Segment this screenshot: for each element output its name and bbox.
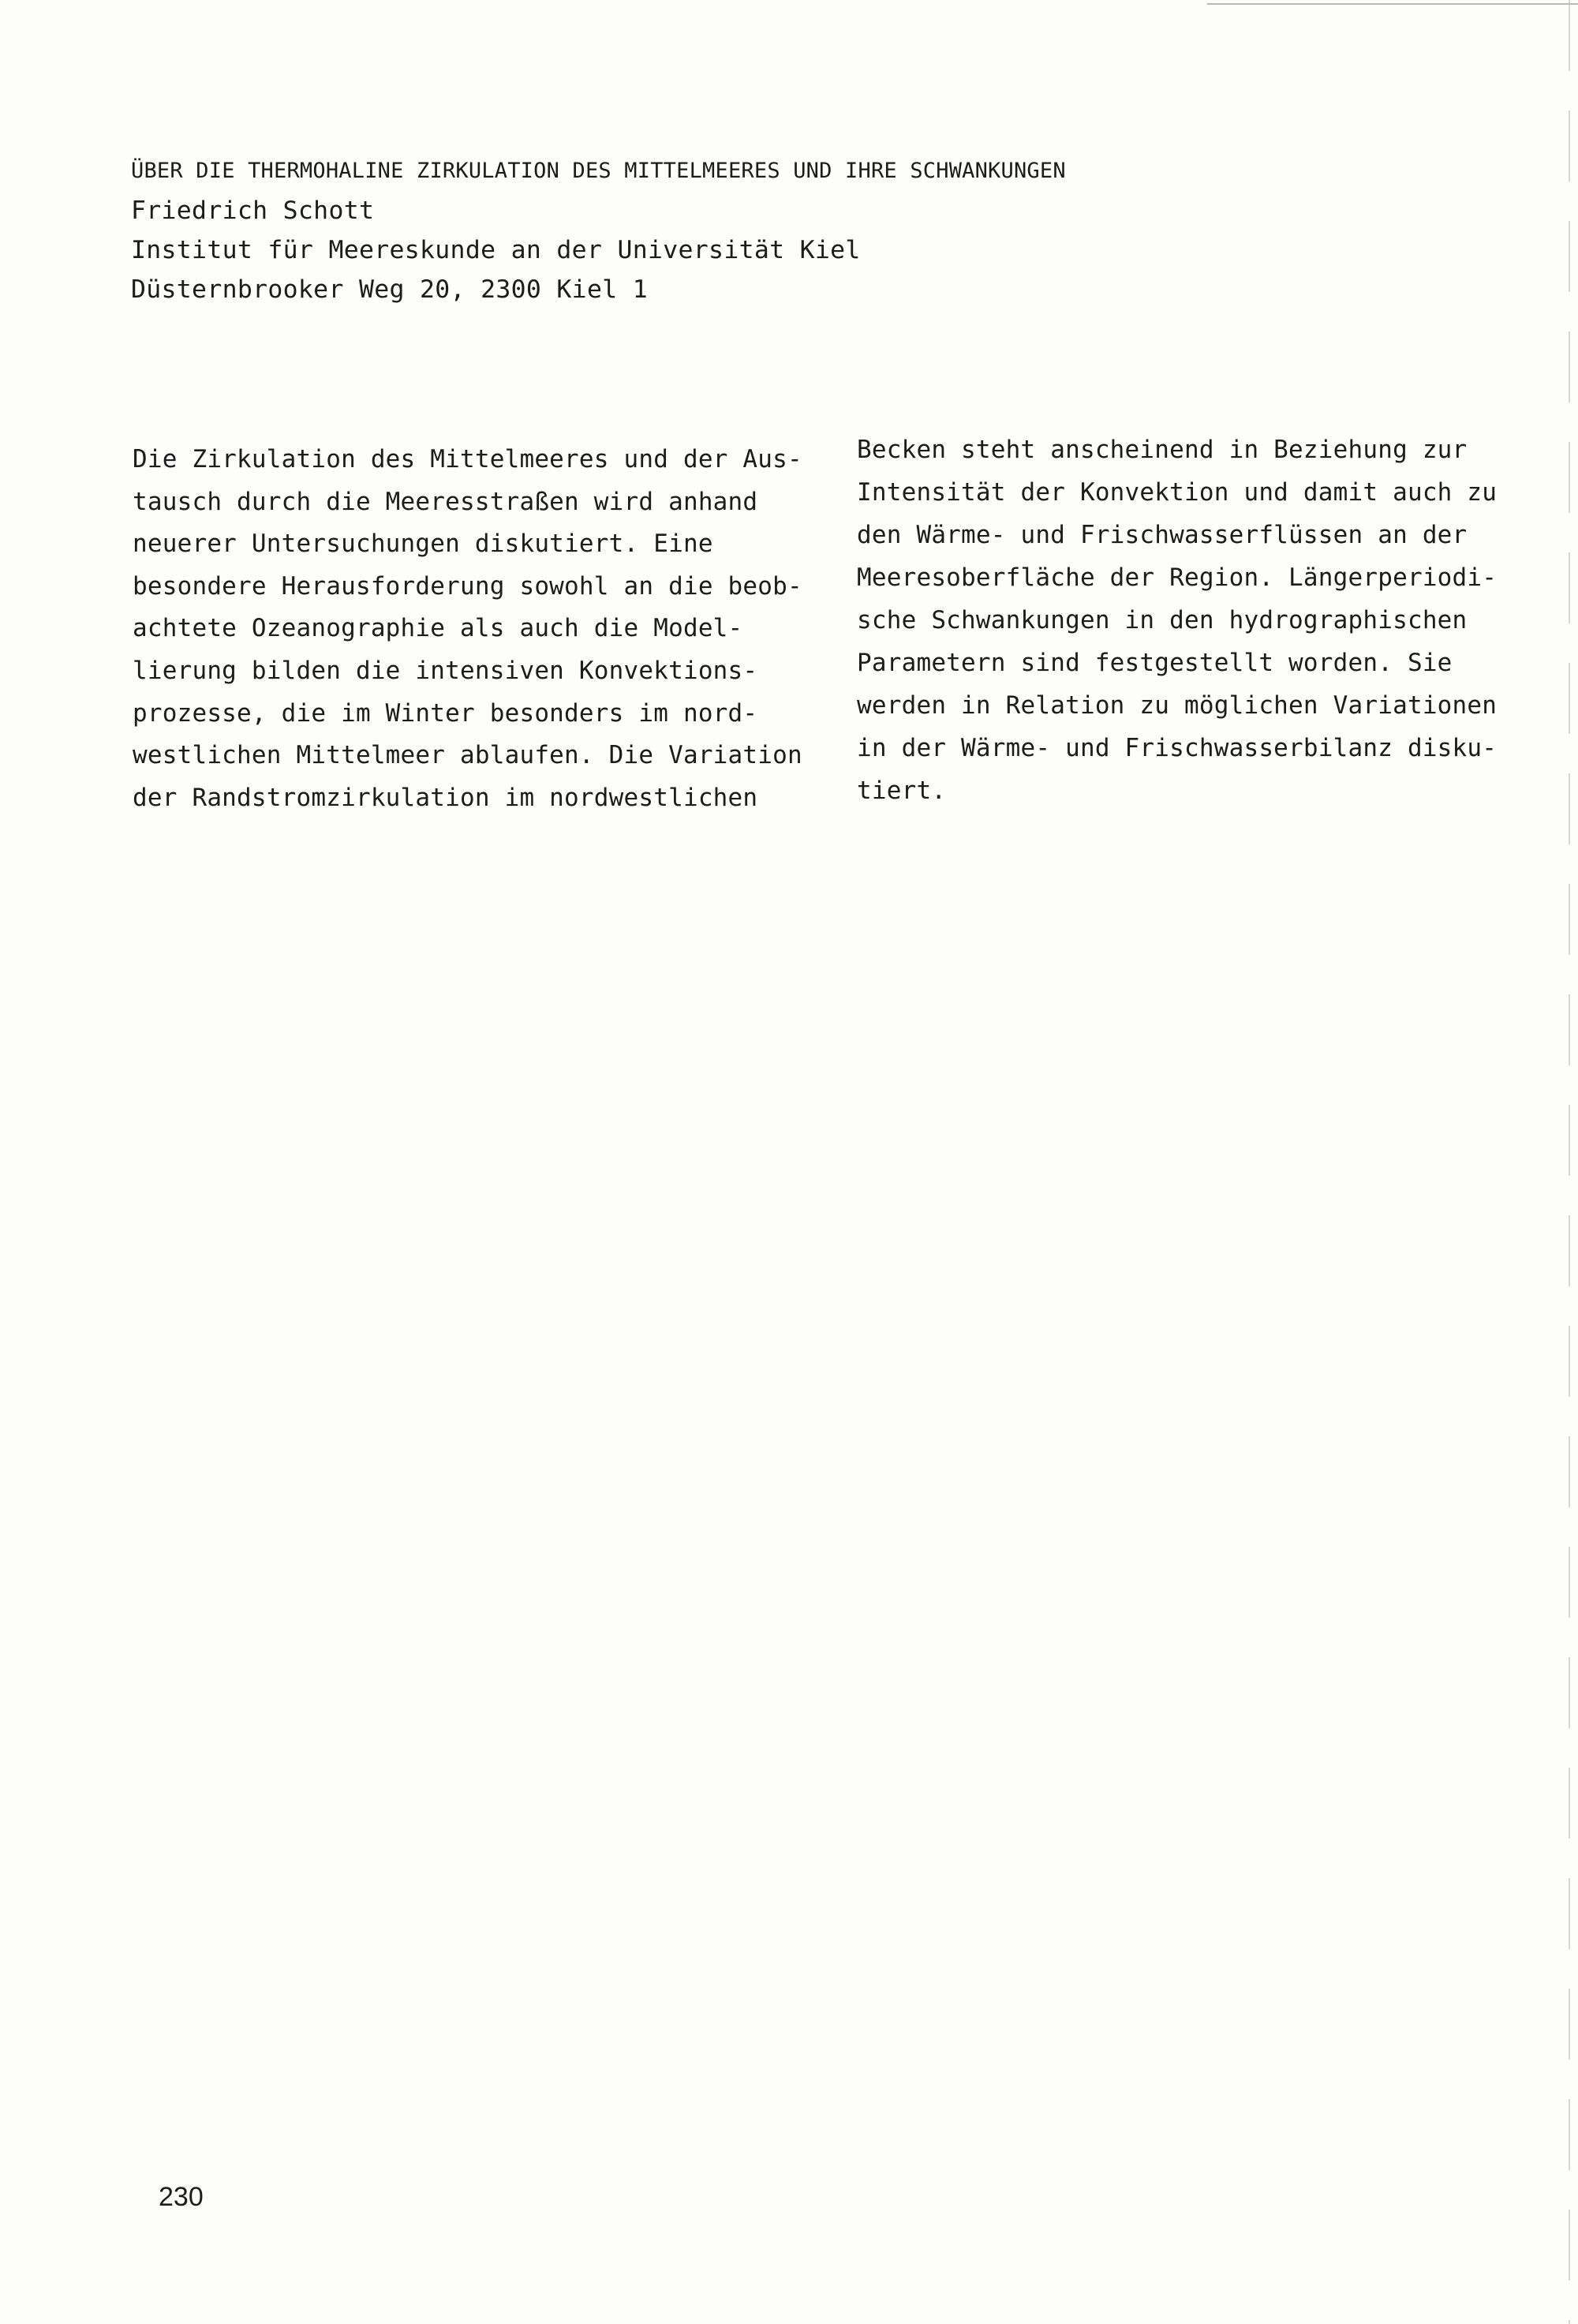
text-line: achtete Ozeanographie als auch die Model- [133,614,743,643]
page-number: 230 [159,2182,204,2212]
author-name: Friedrich Schott [131,196,375,225]
text-line: tausch durch die Meeresstraßen wird anhand [133,487,758,516]
text-line: Meeresoberfläche der Region. Längerperiodi- [857,563,1498,592]
text-line: besondere Herausforderung sowohl an die beob- [133,571,802,601]
institution-name: Institut für Meereskunde an der Universität Kiel [131,236,861,264]
document-header [131,152,1472,309]
document-title: ÜBER DIE THERMOHALINE ZIRKULATION DES MITTELMEERES UND IHRE SCHWANKUNGEN [131,159,1066,183]
text-line: in der Wärme- und Frischwasserbilanz disku- [857,734,1498,762]
text-line: Parametern sind festgestellt worden. Sie [857,649,1453,677]
abstract-left-column [133,439,811,819]
text-line: prozesse, die im Winter besonders im nord- [133,698,758,728]
text-line: tiert. [857,777,947,805]
text-line: neuerer Untersuchungen diskutiert. Eine [133,530,713,559]
right-page-edge [1569,0,1570,2324]
text-line: lierung bilden die intensiven Konvektions- [133,656,758,685]
text-line: westlichen Mittelmeer ablaufen. Die Variation [133,741,802,770]
text-line: Becken steht anscheinend in Beziehung zur [857,436,1468,464]
text-line: der Randstromzirkulation im nordwestlichen [133,783,758,812]
text-line: sche Schwankungen in den hydrographischen [857,606,1468,634]
address-line: Düsternbrooker Weg 20, 2300 Kiel 1 [131,275,648,304]
top-edge-rule [1207,3,1578,5]
abstract-right-column [857,428,1535,812]
text-line: den Wärme- und Frischwasserflüssen an der [857,521,1468,549]
text-line: Die Zirkulation des Mittelmeeres und der Aus- [133,445,802,473]
text-line: Intensität der Konvektion und damit auch zu [857,478,1498,507]
text-line: werden in Relation zu möglichen Variationen [857,691,1498,720]
